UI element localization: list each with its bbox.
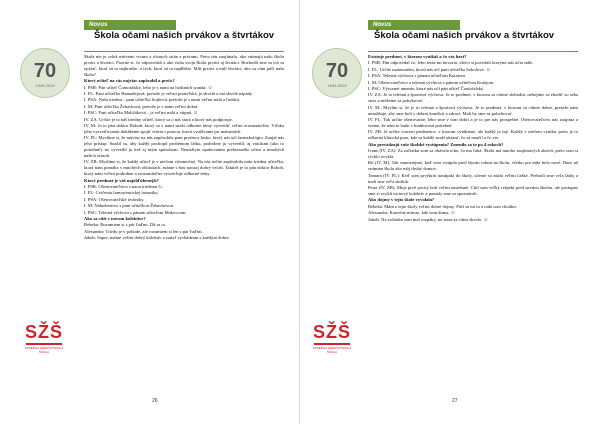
article-column bbox=[368, 54, 578, 223]
answer-paragraph: IV. M: Je to pán doktor Rohoň, ktorý sa s nami snaží odborne témy vysvetliť veľmi zrozumiteľne. Vďaka jeho vysvetľovaniu dokážeme spojiť teóriu s praxou, ktorú využívame pri maturitách. bbox=[84, 122, 284, 134]
answer-paragraph: IV. ZA: Je to telesná a športová výchova. Je to predmet, v ktorom sa cítime slobodní, nebojíme sa zhodiť zo seba stres a môžeme sa pohybovať. bbox=[368, 92, 578, 104]
question-heading: Ktorý predmet je váš najobľúbenejší? bbox=[84, 177, 159, 183]
answer-paragraph: I. PSR: Ošetrovateľstvo s naou triednou G. bbox=[84, 184, 163, 190]
answer-paragraph: I. PSC: Telesná výchova s pánom učiteľom Makovcom. bbox=[84, 209, 187, 215]
answer-paragraph: I. FL: Cvičenia farmaceutickej botaniky. bbox=[84, 190, 159, 196]
answer-paragraph: Tamara (IV. FL): Keď som prvýkrát nastúpila do školy, učenie sa zdalo veľmi ťažké. Prebrali sme veľa látky a mali sme veľa skúšok. bbox=[368, 172, 578, 184]
article-column bbox=[84, 54, 284, 242]
answer-paragraph: IV. FL: Myslíme si, že najviac na nás zapôsobila pani profesor Jasko, ktorý nás učí farmakológiu. Zaujal nás jeho prístup. Snažil sa, aby každý pochopil probémom látku, podrobne ju vysvetlil, aj vtáciknit (ako to potrebné), no vysvetlil ju tiež aj iným spôsobom. Neustálym opakovaním preberaného učiva a mnohých našich otázok. bbox=[84, 135, 284, 158]
answer-paragraph: IV. M.: Myslím si, že je to telesná a športová výchova. Je to predmet, v ktorom sa cítime dobre, pretože nám umožňuje, aby sme boli v dobrej kondícii a zdraví. Mali by sme sa pohybovať. bbox=[368, 104, 578, 116]
title-rule bbox=[84, 51, 284, 52]
answer-paragraph: I. PSR: Pán odpovedal vo, lebo teraz mi hovoria, všetci si povedali ktorými nás učia stále. bbox=[368, 60, 534, 66]
anniversary-number: 70 bbox=[33, 60, 57, 82]
section-tab: Novus bbox=[84, 20, 176, 30]
right-page bbox=[304, 0, 596, 424]
page-title: Škola očami našich prvákov a štvrtákov bbox=[374, 30, 555, 41]
title-rule bbox=[368, 51, 578, 52]
page-divider bbox=[299, 0, 300, 424]
answer-paragraph: IV. ZB: Myslíme si, že každý učiteľ je v niečom výnimočný. Na nás určite zapôsobila naša triedna učiteľka, ktorá nám pomáha v mnohých oblastiach, máme s ňou naozaj dobrý vzťah. Taktiež je to pán doktor Rohoň, ktorý nám veľmi podrobne a zrozumiteľne vysvetľuje odborné témy. bbox=[84, 159, 284, 177]
anniversary-logo bbox=[20, 48, 70, 98]
school-logo-line bbox=[26, 343, 62, 345]
question-heading: Ako dojmy v tejto škole vyvolala? bbox=[368, 197, 435, 203]
school-logo-line bbox=[314, 343, 350, 345]
answer-paragraph: I. M: Pani učiteľka Žehachová, pretože je s nami veľmi dobrá. bbox=[84, 103, 199, 109]
answer-paragraph: Jakob: Super, máme veľmi dobrý kolektív a zatiaľ vychádzam s každým dobre. bbox=[84, 235, 230, 241]
section-tab: Novus bbox=[368, 20, 460, 30]
school-logo-caption: STREDNÁ ZDRAVOTNÍCKA ŠKOLA bbox=[312, 346, 352, 354]
question-heading: Ako prevádzajú vaše školské vystúpenia? Zmenilo sa to po 4 rokoch? bbox=[368, 141, 504, 147]
answer-paragraph: I. FL: Pani učiteľka Hamadejová, pretože je veľmi priateľská, je skvelá a má skvelé nápady. bbox=[84, 90, 254, 96]
answer-paragraph: Rit (IV. M): Tak samozrejme, keď som vstúpila pred štyrmi rokmi na školu, všetko pre mňa bolo nové. Dnes už vnímam školu ako môj druhý domov. bbox=[368, 160, 578, 172]
question-heading: Ktorý učiteľ na vás najviac zapôsobil a prečo? bbox=[84, 78, 175, 84]
page-number: 27 bbox=[452, 398, 458, 404]
page-number: 26 bbox=[152, 398, 158, 404]
anniversary-number: 70 bbox=[325, 60, 349, 82]
school-logo bbox=[22, 322, 66, 360]
page-title: Škola očami našich prvákov a štvrtákov bbox=[94, 30, 275, 41]
answer-paragraph: Alexandra: Konečne miesto, kde som doma. ☺ bbox=[368, 210, 456, 216]
answer-paragraph: I. M: Náboženstvo s pani učiteľkou Žehachovou. bbox=[84, 203, 175, 209]
school-logo-caption: STREDNÁ ZDRAVOTNÍCKA ŠKOLA bbox=[24, 346, 64, 354]
answer-paragraph: Rebeka: Rozumiem si s pár ľuďmi. Dá sa to. bbox=[84, 222, 167, 228]
answer-paragraph: I. PSC: Pani učiteľka Maličáková – je veľmi milá a vtipná. ☺ bbox=[84, 110, 198, 116]
answer-paragraph: Ivane (IV. ZA): Za začiatku som sa obávala toho, čo ma čaká. Škola má mnoho zaujímavých aktivít, preto som si rýchlo zvykla. bbox=[368, 148, 578, 159]
answer-paragraph: IV. ZB: Je určite viacero predmetov, v ktorom vynikáme, ale každý je iný. Každý v niečom vyniká, preto je to odborná klinická prax, kde sa každý snaží ukázať, čo sa naučil a čo vie. bbox=[368, 129, 578, 141]
answer-paragraph: I. PSR: Pán učiteľ Čontofalský, lebo je s nami na hodinách sranda. ☺ bbox=[84, 84, 213, 90]
answer-paragraph: Petra (IV. ZB): Moje prvé pocity boli veľmi zmiešané. Cítil som veľký rešpekt pred stredou školou, ale postupne sme si zvykli na nový kolektív a pomaly sme sa spoznávali. bbox=[368, 185, 578, 196]
answer-paragraph: IV. ZA: Určite je to náš triedny učiteľ, ktorý sa o nás stará a ktorý nás podporuje. bbox=[84, 116, 233, 122]
answer-paragraph: Škola nie je celok mŕtvemi vrstmi z rôznych strán a prácami. Preto nás zaujímalo, ako vnímajú našu školu prváci a štvrtáci. Pozrite si, čo odpovedali a ako vidia svoju školu prváci aj štvrtáci. Rozhodli sme sa ich sa opýtať, ktorí sú tu najkratšie, a tých, ktorí sú tu najdlhšie. Milí prváci a milí štvrtáci, ako sa vám páči naša škola? bbox=[84, 54, 284, 77]
answer-paragraph: Jakob: Na začiatku som mal rozpaky, no teraz sa cítim skvelo. ☺ bbox=[368, 216, 489, 222]
anniversary-years: 1949-2019 bbox=[327, 83, 347, 88]
anniversary-logo bbox=[312, 48, 362, 98]
anniversary-years: 1949-2019 bbox=[35, 83, 55, 88]
answer-paragraph: I. PSA: Ošetrovateľské techniky. bbox=[84, 196, 145, 202]
answer-paragraph: I. M: Ošetrovateľstvo a telesná výchova s pánom učiteľom Kutejom. bbox=[368, 79, 495, 85]
school-logo-mark: SŽŠ bbox=[24, 322, 63, 342]
left-page bbox=[4, 0, 296, 424]
answer-paragraph: I. PSA: Telesná výchova s pánom učiteľom Kutejom. bbox=[368, 73, 467, 79]
answer-paragraph: I. FL: Určite matematika, ktorú nás učí pani učiteľka Sokolová. ☺ bbox=[368, 66, 491, 72]
answer-paragraph: I. PSA: Naša triedna – pani učiteľka Sojková, pretože je s nami veľmi milá a ľudská. bbox=[84, 97, 240, 103]
question-heading: Existuje predmet, v ktorom vynikáš a čo vás baví? bbox=[368, 54, 467, 59]
school-logo bbox=[310, 322, 354, 360]
answer-paragraph: I. PSC: Výtvarné umenie, ktoré nás učí pán učiteľ Čontofalský. bbox=[368, 86, 485, 92]
question-heading: Ako sa cítiš v novom kolektíve? bbox=[84, 216, 146, 222]
school-logo-mark: SŽŠ bbox=[312, 322, 351, 342]
answer-paragraph: Rebeka: Mám z tejto školy veľmi dobré dojmy. Páči sa mi tu a rada som chodím. bbox=[368, 203, 517, 209]
answer-paragraph: IV. FL: Tak určite ošetrovanie, lebo sme v tom dobrí a je to pre nás prospešné. Ošetrovateľstvo nás zaujíma a vieme, že nám to bude v budúcnosti potrebné. bbox=[368, 117, 578, 128]
answer-paragraph: Alexandra: Triedu je v pohode, ale rozumiem si len s pár ľuďmi. bbox=[84, 228, 203, 234]
